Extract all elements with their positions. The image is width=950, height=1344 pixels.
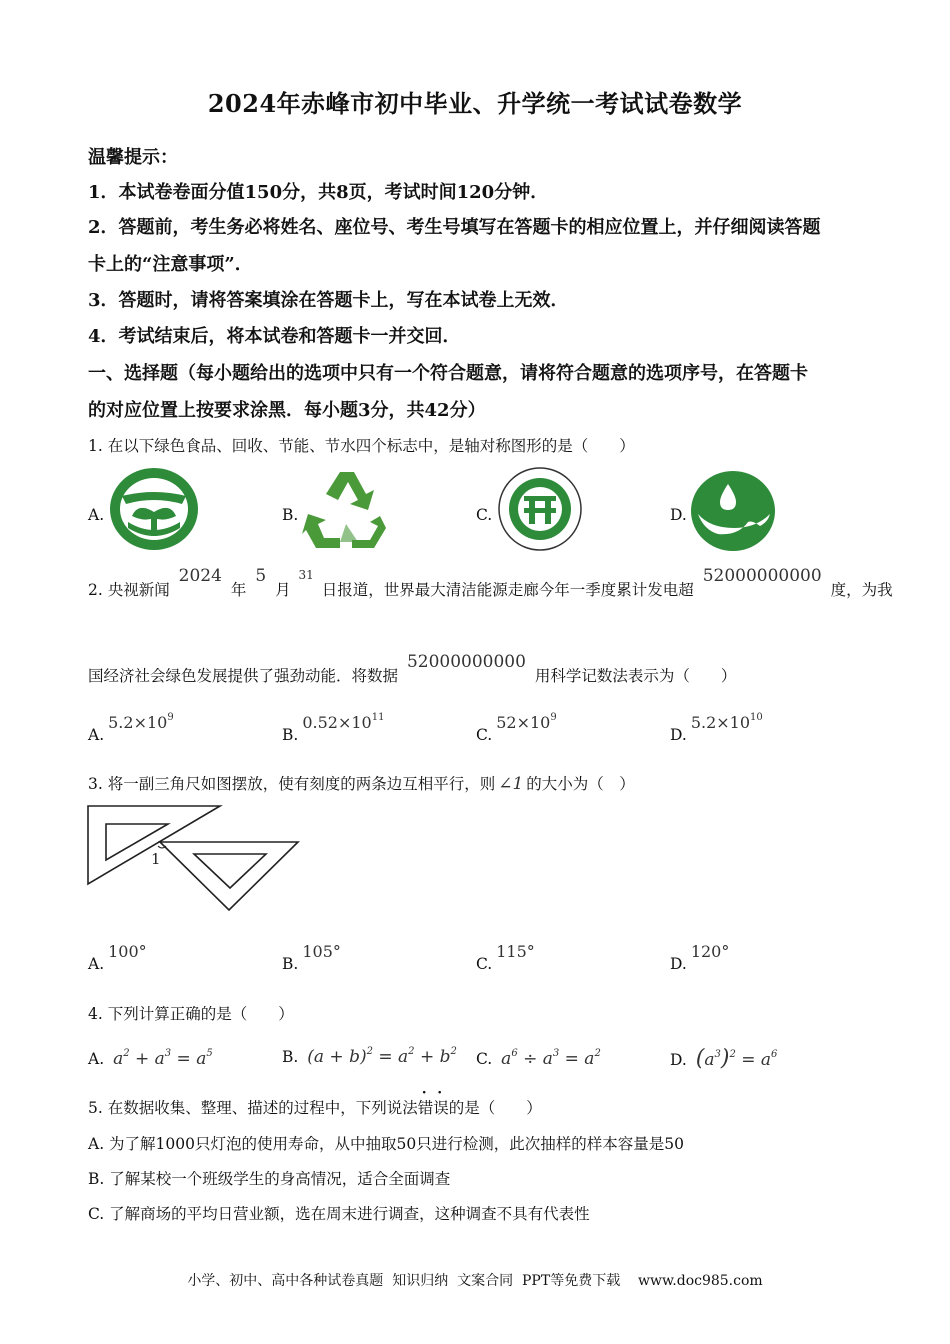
q3-option-b (282, 942, 341, 973)
tip-2: 2．答题前，考生务必将姓名、座位号、考生号填写在答题卡的相应位置上，并仔细阅读答题 (88, 217, 821, 238)
q2-stem-line2 (88, 652, 737, 686)
q3-option-a (88, 942, 147, 973)
q4-option-c (476, 1048, 601, 1069)
q1-option-b-label: B. (282, 506, 299, 524)
q3-option-c (476, 942, 535, 973)
q1-stem: 1. 在以下绿色食品、回收、节能、节水四个标志中，是轴对称图形的是（ ） (88, 437, 635, 455)
option-value: $52\times 10^9$ (496, 712, 557, 732)
tips-heading: 温馨提示： (88, 147, 178, 168)
q2-option-d (670, 712, 763, 744)
option-value: 100° (108, 942, 147, 961)
option-value: $5.2\times 10^9$ (108, 712, 174, 732)
q3-angle: ∠1 (498, 774, 524, 794)
option-label: B. (282, 726, 299, 744)
q4-option-d (670, 1046, 777, 1071)
option-value: 115° (496, 942, 535, 961)
option-label: D. (670, 1051, 687, 1069)
option-formula: $(a^3)^2 = a^6$ (695, 1046, 778, 1071)
q1-option-d-label: D. (670, 506, 687, 524)
q3-text: 的大小为（ ） (526, 775, 635, 793)
option-value: 120° (690, 942, 730, 961)
option-label: C. (476, 955, 493, 973)
option-value: 105° (302, 942, 341, 961)
q3-stem (88, 772, 635, 794)
q2-text: 年 (230, 581, 247, 599)
q3-option-d (670, 942, 730, 973)
q2-number: 52000000000 (702, 566, 822, 586)
q4-stem: 4. 下列计算正确的是（ ） (88, 1005, 294, 1023)
q5-option-b: B. 了解某校一个班级学生的身高情况，适合全面调查 (88, 1170, 451, 1188)
option-label: D. (670, 726, 687, 744)
tip-3: 3．答题时，请将答案填涂在答题卡上，写在本试卷上无效． (88, 290, 569, 311)
q2-year: 2024 (178, 566, 222, 586)
q2-month: 5 (255, 566, 267, 586)
option-value: $5.2\times 10^{10}$ (690, 712, 763, 732)
section-heading-2: 的对应位置上按要求涂黑．每小题3分，共42分） (88, 400, 486, 421)
q2-text: 度，为我 (830, 581, 893, 599)
q5-stem (88, 1096, 542, 1118)
option-label: A. (88, 726, 105, 744)
page-footer: 小学、初中、高中各种试卷真题 知识归纳 文案合同 PPT等免费下载 www.doc985.com (187, 1273, 763, 1289)
option-label: C. (476, 726, 493, 744)
recycle-logo-icon (300, 466, 392, 552)
q2-option-c (476, 712, 557, 744)
tip-4: 4．考试结束后，将本试卷和答题卡一并交回． (88, 326, 461, 347)
option-formula: $a^6 \div a^3 = a^2$ (501, 1048, 601, 1069)
q3-text: 3. 将一副三角尺如图摆放，使有刻度的两条边互相平行，则 (88, 775, 496, 793)
exam-title: 2024年赤峰市初中毕业、升学统一考试试卷数学 (207, 89, 743, 118)
q4-option-a (88, 1048, 213, 1069)
option-label: A. (88, 955, 105, 973)
q2-option-b (282, 712, 385, 744)
q2-text: 用科学记数法表示为（ ） (534, 667, 737, 685)
option-formula: $(a + b)^2 = a^2 + b^2$ (307, 1046, 457, 1067)
q5-option-a: A. 为了解1000只灯泡的使用寿命，从中抽取50只进行检测，此次抽样的样本容量是50 (88, 1135, 684, 1153)
energy-saving-logo-icon (496, 466, 584, 552)
q5-option-c: C. 了解商场的平均日营业额，选在周末进行调查，这种调查不具有代表性 (88, 1205, 590, 1223)
q5-emphasis: 错 (417, 1099, 434, 1117)
q1-option-a-label: A. (88, 506, 105, 524)
triangle-rulers-figure (86, 802, 302, 912)
tip-2-cont: 卡上的“注意事项”． (88, 254, 253, 275)
q2-text: 国经济社会绿色发展提供了强劲动能．将数据 (88, 667, 399, 685)
tip-1: 1．本试卷卷面分值150分，共8页，考试时间120分钟． (88, 182, 549, 203)
option-label: A. (88, 1050, 105, 1068)
option-label: B. (282, 1048, 299, 1066)
q2-option-a (88, 712, 174, 744)
option-formula: $a^2 + a^3 = a^5$ (113, 1048, 213, 1069)
q1-option-c-label: C. (476, 506, 493, 524)
q5-text: 的是（ ） (448, 1099, 542, 1117)
option-value: $0.52\times 10^{11}$ (302, 712, 385, 732)
option-label: D. (670, 955, 687, 973)
q5-emphasis: 误 (433, 1099, 449, 1117)
q2-day: 31 (298, 568, 314, 582)
q2-text: 日报道，世界最大清洁能源走廊今年一季度累计发电超 (321, 581, 694, 599)
q2-number-2: 52000000000 (406, 652, 526, 672)
q2-text: 月 (275, 581, 291, 599)
water-saving-logo-icon (690, 470, 776, 552)
q5-text: 5. 在数据收集、整理、描述的过程中，下列说法 (88, 1099, 418, 1117)
section-heading-1: 一、选择题（每小题给出的选项中只有一个符合题意，请将符合题意的选项序号，在答题卡 (88, 363, 808, 384)
option-label: B. (282, 955, 299, 973)
q4-option-b (282, 1046, 457, 1067)
q2-text: 2. 央视新闻 (88, 581, 170, 599)
option-label: C. (476, 1050, 493, 1068)
green-food-logo-icon (108, 466, 200, 552)
q2-stem-line1 (88, 566, 893, 600)
figure-angle-label: 1 (151, 850, 161, 868)
